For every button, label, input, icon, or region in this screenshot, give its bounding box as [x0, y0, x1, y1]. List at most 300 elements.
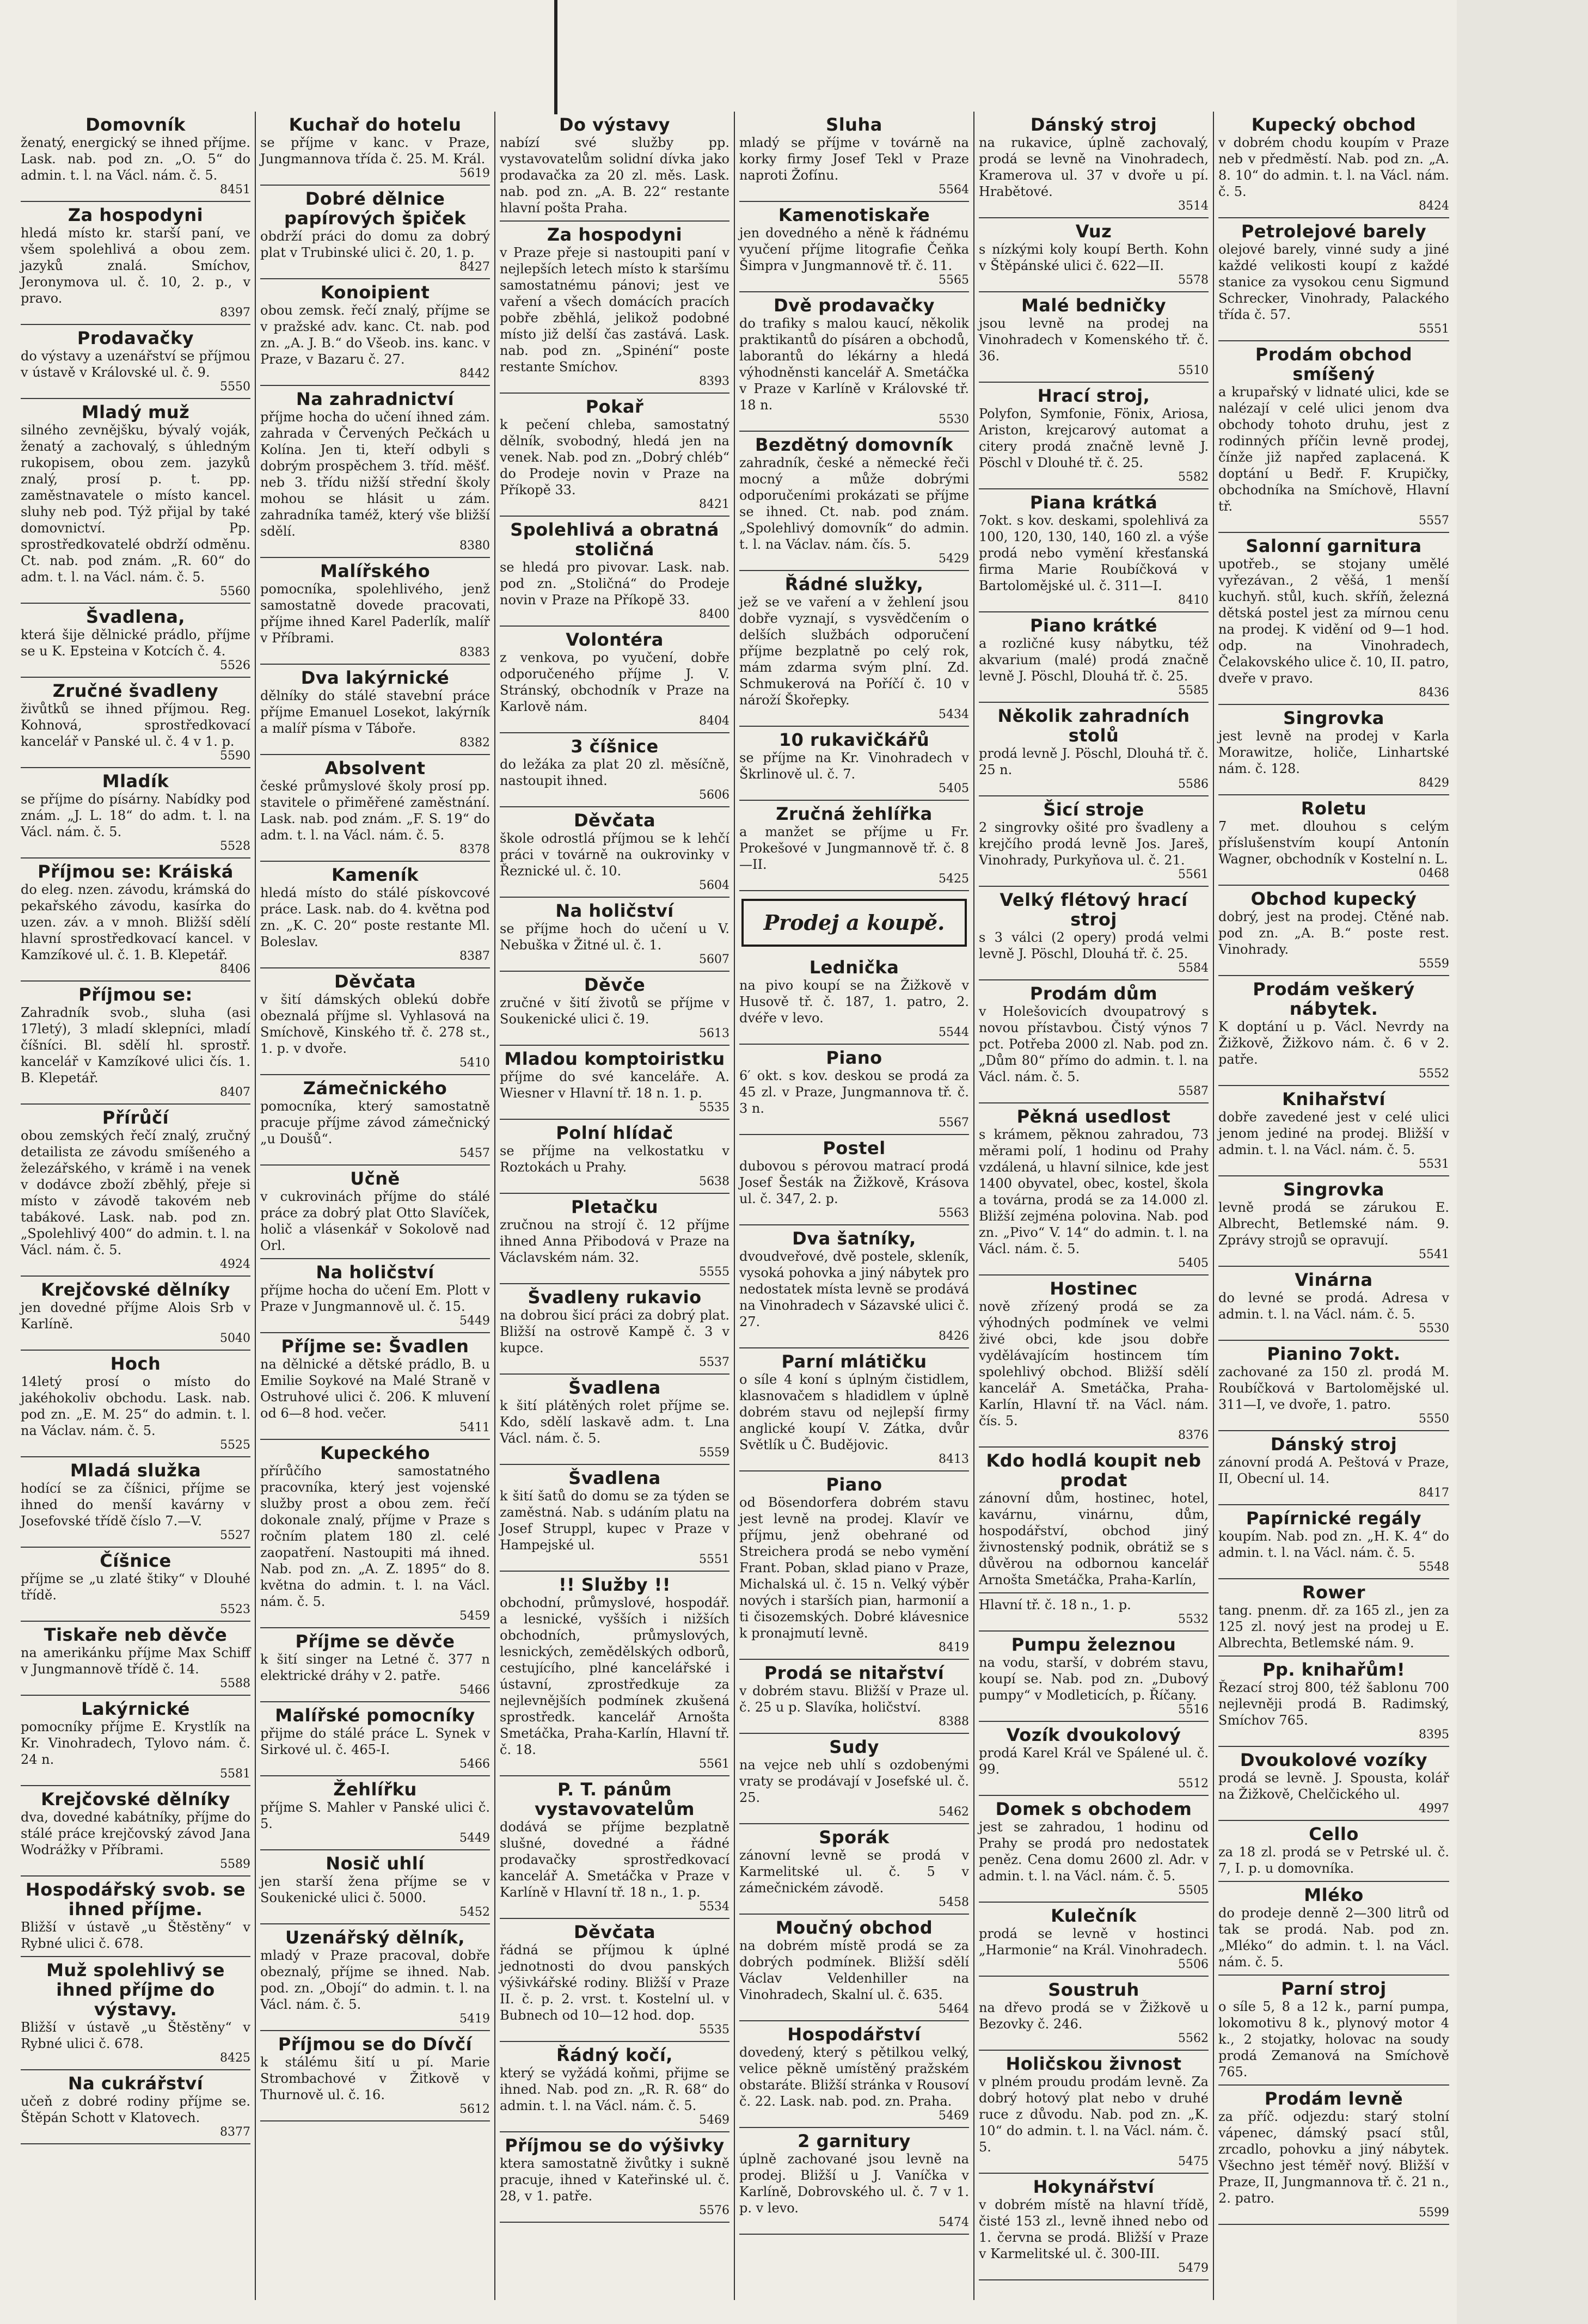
classified-ad	[500, 1375, 729, 1465]
ad-headline: Příjmou se do výšivky	[505, 2135, 725, 2156]
column-1	[16, 112, 256, 2300]
ad-headline: Pianino 7okt.	[1267, 1344, 1401, 1364]
classified-ad	[1218, 533, 1449, 705]
ad-body: pomocníka, spolehlivého, jenž samostatně dovede pracovati, příjme ihned Karel Paderlík, malíř v Příbrami.	[260, 581, 490, 646]
ad-headline: Prodám obchod smíšený	[1255, 344, 1413, 384]
ad-headline: Spolehlivá a obratná stoličná	[510, 519, 719, 560]
ad-headline: Řádný kočí,	[556, 2045, 673, 2065]
ad-body: na vodu, starší, v dobrém stavu, koupí se. Nab. pod zn. „Dubový pumpy“ v Modleticích, p. Říčany.	[979, 1655, 1209, 1703]
ad-headline: Švadlena	[568, 1468, 661, 1488]
ad-headline: Piano krátké	[1030, 615, 1157, 636]
ad-body: silného zevnějšku, bývalý voják, ženatý a zachovalý, s úhledným rukopisem, obou zem. jazyků znalý, prosí p. t. pp. zaměstnavatele o místo kancel. sluhy neb pod. Týž přijal by také domovnictví. Pp. sprostředkovatelé obdrží odměnu. Ct. nab. pod znám. „R. 60“ do adm. t. l. na Václ. nám. č. 5.	[21, 422, 250, 585]
ad-number: 5588	[220, 1677, 250, 1690]
classified-ad	[21, 1457, 250, 1548]
ad-number: 5528	[220, 839, 250, 853]
ad-headline: Piano	[826, 1047, 882, 1068]
ad-body: s krámem, pěknou zahradou, 73 měrami polí, 1 hodinu od Prahy vzdálená, u hlavní silnice, kde jest 1400 obyvatel, obec, kostel, škola a továrna, prodá se za 14.000 zl. Bližší zejména polovina. Nab. pod zn. „Pivo“ V. 14“ do admin. t. l. na Václ. nám. č. 5.	[979, 1127, 1209, 1256]
classified-ad	[500, 1572, 729, 1776]
ad-number: 8380	[459, 539, 490, 553]
ad-number: 8400	[699, 608, 729, 621]
ad-headline: Tiskaře neb děvče	[44, 1624, 228, 1645]
ad-body: prodá se levně v hostinci „Harmonie“ na Král. Vinohradech.	[979, 1926, 1209, 1958]
ad-number: 5462	[939, 1805, 969, 1819]
ad-body: v Holešovicích dvoupatrový s novou přístavbou. Čistý výnos 7 pct. Potřeba 2000 zl. Nab. pod zn. „Dům 80“ přímo do admin. t. l. na Václ. nám. č. 5.	[979, 1004, 1209, 1084]
ad-number: 5530	[939, 413, 969, 426]
ad-number: 5560	[220, 585, 250, 598]
classified-ad	[260, 862, 490, 968]
ad-body: prodá se levně. J. Spousta, kolář na Žižkově, Chelčického ul.	[1218, 1770, 1449, 1802]
ad-number: 5532	[1178, 1612, 1209, 1626]
classified-ad	[1218, 795, 1449, 886]
ad-body: o síle 5, 8 a 12 k., parní pumpa, lokomotivu 8 k., plynový motor 4 k., 2 stojatky, holovac na soudy prodá Zemanová na Smíchově 765.	[1218, 1999, 1449, 2080]
ad-headline: Dva šatníky,	[792, 1228, 916, 1249]
ad-body: k stálému šití u pí. Marie Strombachové v Žitkově v Thurnově ul. č. 16.	[260, 2055, 490, 2102]
classified-ad	[1218, 1176, 1449, 1267]
ad-headline: Malířského	[320, 561, 431, 581]
ad-body: Hlavní tř. č. 18 n., 1. p.	[979, 1597, 1131, 1612]
classified-ad	[21, 1622, 250, 1696]
ad-body: k pečení chleba, samostatný dělník, svobodný, hledá jen na venek. Nab. pod zn. „Dobrý chléb“ do Prodeje novin v Praze na Příkopě 33.	[500, 417, 729, 498]
ad-body: Bližší v ústavě „u Štěstěny“ v Rybné ulici č. 678.	[21, 1920, 250, 1951]
ad-headline: Děvčata	[334, 971, 416, 992]
ad-number: 8413	[939, 1452, 969, 1466]
classified-ad	[260, 1850, 490, 1924]
ad-number: 8376	[1178, 1428, 1209, 1442]
ad-body: učeň z dobré rodiny příjme se. Štěpán Schott v Klatovech.	[21, 2094, 250, 2125]
ad-number: 8406	[220, 962, 250, 976]
ad-body: zachované za 150 zl. prodá M. Roubíčková v Bartolomějské ul. 311—I, ve dvoře, 1. patro.	[1218, 1364, 1449, 1412]
ad-number: 8426	[939, 1329, 969, 1343]
classified-ad	[739, 1225, 969, 1348]
ad-headline: Dobré dělnice papírových špiček	[284, 188, 467, 229]
ad-body: do levné se prodá. Adresa v admin. t. l. na Václ. nám. č. 5.	[1218, 1290, 1449, 1322]
ad-number: 5469	[939, 2109, 969, 2123]
ad-number: 8397	[220, 306, 250, 320]
ad-number: 8410	[1178, 593, 1209, 607]
ad-body: živůtků se ihned příjmou. Reg. Kohnová, sprostředkovací kancelář v Panské ul. č. 4 v 1. p.	[21, 701, 250, 749]
classified-ad	[260, 112, 490, 186]
ad-headline: Malířské pomocníky	[275, 1705, 475, 1726]
ad-number: 5449	[459, 1831, 490, 1845]
classified-ad	[1218, 218, 1449, 341]
ad-body: prodá levně J. Pöschl, Dlouhá tř. č. 25 n.	[979, 746, 1209, 777]
classified-ad	[1218, 112, 1449, 218]
ad-number: 5527	[220, 1529, 250, 1542]
ad-number: 5613	[699, 1027, 729, 1040]
ad-headline: Děvče	[584, 974, 646, 995]
ad-headline: Švadlena	[568, 1377, 661, 1398]
ad-body: který se vyžádá koňmi, přijme se ihned. Nab. pod zn. „R. R. 68“ do admin. t. l. na Václ. nám. č. 5.	[500, 2065, 729, 2113]
ad-body: olejové barely, vinné sudy a jiné každé velikosti koupí z každé stanice za vysokou cenu Sigmund Schrecker, Vinohrady, Palackého třída č. 57.	[1218, 242, 1449, 322]
classified-ad	[21, 202, 250, 325]
classified-ad	[739, 1135, 969, 1225]
ad-headline: Rower	[1302, 1582, 1366, 1603]
ad-body: hledá místo do stálé pískovcové práce. Lask. nab. do 4. května pod zn. „K. C. 20“ poste restante Ml. Boleslav.	[260, 885, 490, 949]
ad-number: 3514	[1178, 199, 1209, 213]
classified-ad	[739, 1471, 969, 1660]
ad-body: na dobrém místě prodá se za dobrých podmínek. Bližší sdělí Václav Veldenhiller na Vinohradech, Skalní ul. č. 635.	[739, 1938, 969, 2002]
ad-body: do výstavy a uzenářství se příjmou v ústavě v Královské ul. č. 9.	[21, 348, 250, 380]
ad-headline: Kulečník	[1051, 1905, 1137, 1926]
classified-ad	[21, 1277, 250, 1351]
classified-ad	[21, 859, 250, 982]
ad-body: s 3 válci (2 opery) prodá velmi levně J. Pöschl, Dlouhá tř. č. 25.	[979, 930, 1209, 961]
ad-number: 8395	[1419, 1728, 1449, 1742]
ad-headline: Konoipient	[320, 282, 430, 303]
ad-body: ktera samostatně živůtky i sukně pracuje, ihned v Kateřinské ul. č. 28, v 1. patře.	[500, 2156, 729, 2204]
ad-body: na dobrou šicí práci za dobrý plat. Bližší na ostrově Kampě č. 3 v kupce.	[500, 1308, 729, 1356]
ad-headline: Absolvent	[324, 758, 426, 778]
ad-headline: Singrovka	[1283, 1179, 1384, 1200]
ad-number: 8417	[1419, 1486, 1449, 1500]
ad-body: dovedený, který s pětilkou velký, velice pěkně umístěný pražském obstaráte. Bližší stránka v Rousoví č. 22. Lask. nab. pod. zn. Praha.	[739, 2045, 969, 2109]
column-5	[974, 112, 1214, 2300]
ad-headline: Šicí stroje	[1043, 799, 1144, 820]
classified-ad	[500, 394, 729, 517]
classified-ad	[260, 558, 490, 665]
ad-number: 8377	[220, 2125, 250, 2139]
classified-ad	[21, 1548, 250, 1622]
classified-ad	[1218, 1821, 1449, 1882]
classified-ad	[739, 571, 969, 727]
ad-number: 5479	[1178, 2261, 1209, 2275]
ad-headline: Malé bedničky	[1021, 295, 1167, 316]
classified-ad	[260, 186, 490, 279]
ad-number: 5405	[1178, 1256, 1209, 1270]
ad-number: 5541	[1419, 1248, 1449, 1261]
ad-body: na rukavice, úplně zachovalý, prodá se levně na Vinohradech, Kramerova ul. 37 v dvoře u pí. Hrabětové.	[979, 135, 1209, 199]
ad-number: 5548	[1419, 1560, 1449, 1574]
ad-headline: Dvě prodavačky	[774, 295, 935, 316]
classified-ads-page	[16, 112, 1454, 2305]
ad-body: pomocníky příjme E. Krystlík na Kr. Vinohradech, Tylovo nám. č. 24 n.	[21, 1719, 250, 1767]
ad-headline: Krejčovské dělníky	[41, 1279, 230, 1300]
classified-ad	[21, 982, 250, 1105]
ad-body: a rozličné kusy nábytku, též akvarium (malé) prodá značně levně J. Pöschl, Dlouhá tř. č. 25.	[979, 636, 1209, 684]
ad-number: 5452	[459, 1905, 490, 1919]
ad-number: 5458	[939, 1896, 969, 1909]
ad-number: 5425	[939, 872, 969, 886]
ad-number: 5612	[459, 2102, 490, 2116]
ad-headline: !! Služby !!	[559, 1574, 671, 1595]
ad-headline: 2 garnitury	[798, 2131, 911, 2151]
ad-number: 5557	[1419, 514, 1449, 528]
ad-number: 5040	[220, 1332, 250, 1345]
ad-body: se hledá pro pivovar. Lask. nab. pod zn. „Stoličná“ do Prodeje novin v Praze na Příkopě 33.	[500, 560, 729, 608]
ad-body: pomocníka, který samostatně pracuje příjme závod zámečnický „u Doušů“.	[260, 1099, 490, 1146]
classified-ad	[739, 432, 969, 571]
ad-headline: Lednička	[809, 957, 899, 978]
ad-body: ženatý, energický se ihned příjme. Lask. nab. pod zn. „O. 5“ do admin. t. l. na Václ. nám. č. 5.	[21, 135, 250, 183]
ad-headline: Bezdětný domovník	[755, 434, 953, 455]
ad-number: 5587	[1178, 1084, 1209, 1098]
classified-ad	[500, 627, 729, 733]
ad-headline: Několik zahradních stolů	[997, 706, 1190, 746]
ad-number: 5585	[1178, 684, 1209, 697]
ad-number: 5561	[1178, 868, 1209, 881]
ad-body: 6′ okt. s kov. deskou se prodá za 45 zl. v Praze, Jungmannova tř. č. 3 n.	[739, 1068, 969, 1116]
ad-number: 5581	[220, 1767, 250, 1781]
ad-body: v dobrém stavu. Bližší v Praze ul. č. 25 u p. Slavíka, holičství.	[739, 1683, 969, 1715]
classified-ad	[260, 755, 490, 862]
ad-headline: Piano	[826, 1474, 882, 1495]
ad-number: 5405	[939, 782, 969, 795]
ad-number: 5411	[459, 1421, 490, 1434]
ad-body: na vejce neb uhlí s ozdobenými vraty se prodávají v Josefské ul. č. 25.	[739, 1757, 969, 1805]
ad-body: v Praze přeje si nastoupiti paní v nejlepších letech místo k staršímu samostatnému pánovi; jest ve vaření a všech domácích pracích pobře zběhlá, jelikož podobné místo již delší čas zastává. Lask. nab. pod zn. „Spinéní“ poste restante Smíchov.	[500, 245, 729, 375]
ad-headline: Domek s obchodem	[995, 1799, 1192, 1819]
ad-headline: Nosič uhlí	[326, 1853, 425, 1874]
ad-body: 2 singrovky ošité pro švadleny a krejčího prodá levně Jos. Jareš, Vinohrady, Purkyňova ul. č. 21.	[979, 820, 1209, 868]
classified-ad	[21, 1351, 250, 1457]
ad-headline: Moučný obchod	[775, 1917, 933, 1938]
ad-body: v plném proudu prodám levně. Za dobrý hotový plat nebo v druhé ruce z důvodu. Nab. pod zn. „K. 10“ do admin. t. l. na Václ. nám. č. 5.	[979, 2074, 1209, 2155]
ad-number: 5410	[459, 1056, 490, 1070]
classified-ad	[979, 489, 1209, 612]
ad-number: 5590	[220, 749, 250, 763]
ad-number: 8393	[699, 375, 729, 388]
classified-ad	[500, 807, 729, 898]
ad-number: 8387	[459, 949, 490, 963]
ad-headline: Petrolejové barely	[1241, 221, 1427, 242]
ad-headline: Žehlířku	[333, 1779, 417, 1800]
ad-headline: Příjmou se: Kráiská	[38, 861, 234, 882]
ad-body: jen starší žena příjme se v Soukenické ulici č. 5000.	[260, 1874, 490, 1905]
ad-body: Zahradník svob., sluha (asi 17letý), 3 mladí sklepníci, mladí číšníci. Bl. sdělí hl. sprostř. kancelář v Kamzíkové ulici čís. 1. B. Klepetář.	[21, 1005, 250, 1086]
ad-body: jež se ve vaření a v žehlení jsou dobře vyznají, s vysvědčením o delších službách odporučení příjme bezplatně po celý rok, mám zdarma svým plní. Zd. Schmukerová na Poříčí č. 10 v nároží Škořepky.	[739, 594, 969, 708]
ad-body: o síle 4 koní s úplným čistidlem, klasnovačem s hladidlem v úplně dobrém stavu od nejlepší firmy anglické koupí V. Zátka, dvůr Světlík u Č. Budějovic.	[739, 1372, 969, 1452]
ad-number: 5578	[1178, 273, 1209, 287]
ad-number: 8424	[1419, 199, 1449, 213]
ad-headline: Číšnice	[100, 1550, 171, 1571]
classified-ad	[979, 1448, 1209, 1593]
ad-number: 5565	[939, 273, 969, 287]
ad-body: na dělnické a dětské prádlo, B. u Emilie Soykové na Malé Straně v Ostruhové ulici č. 206. K mluvení od 6—8 hod. večer.	[260, 1357, 490, 1421]
ad-number: 5552	[1419, 1067, 1449, 1081]
ad-number: 5567	[939, 1116, 969, 1130]
ad-body: v dobrém chodu koupím v Praze neb v předměstí. Nab. pod zn. „A. 8. 10“ do admin. t. l. na Václ. nám. č. 5.	[1218, 135, 1449, 199]
classified-ad	[1218, 1976, 1449, 2086]
section-heading-box: Prodej a koupě.	[741, 899, 967, 947]
ad-number: 5449	[459, 1314, 490, 1328]
ad-headline: Za hospodyni	[547, 224, 683, 245]
classified-ad	[1218, 341, 1449, 533]
ad-headline: Kamenotiskaře	[778, 205, 930, 225]
ad-headline: Krejčovské dělníky	[41, 1789, 230, 1810]
classified-ad	[21, 112, 250, 202]
ad-headline: Mladý muž	[81, 402, 190, 422]
classified-ad	[979, 1593, 1209, 1632]
ad-headline: Příjmou se:	[78, 984, 193, 1005]
ad-body: Řezací stroj 800, též šablonu 700 nejlevněji prodá B. Radimský, Smíchov 765.	[1218, 1680, 1449, 1728]
ad-headline: Holičskou živnost	[1005, 2053, 1182, 2074]
ad-headline: Vinárna	[1295, 1270, 1373, 1290]
classified-ad	[500, 1046, 729, 1120]
classified-ad	[1218, 2086, 1449, 2225]
ad-headline: Hospodářství	[787, 2024, 921, 2045]
ad-headline: Velký flétový hrací stroj	[1000, 890, 1188, 930]
ad-body: jen dovedné příjme Alois Srb v Karlíně.	[21, 1300, 250, 1332]
ad-body: jsou levně na prodej na Vinohradech v Komenského tř. č. 36.	[979, 316, 1209, 364]
classified-ad	[500, 1776, 729, 1919]
classified-ad	[739, 801, 969, 891]
ad-headline: Kupeckého	[320, 1443, 430, 1463]
ad-headline: Roletu	[1301, 798, 1367, 819]
ad-number: 5531	[1419, 1157, 1449, 1171]
ad-headline: Kuchař do hotelu	[289, 114, 462, 135]
classified-ad	[739, 2021, 969, 2128]
classified-ad	[979, 1796, 1209, 1903]
classified-ad	[979, 1722, 1209, 1796]
ad-headline: Učně	[350, 1168, 400, 1189]
ad-body: jest levně na prodej v Karla Morawitze, holiče, Linhartské nám. č. 128.	[1218, 728, 1449, 776]
ad-number: 5434	[939, 708, 969, 721]
ad-body: příjme S. Mahler v Panské ulici č. 5.	[260, 1800, 490, 1831]
ad-headline: Do výstavy	[559, 114, 671, 135]
classified-ad	[979, 1276, 1209, 1448]
ad-number: 5604	[699, 879, 729, 892]
classified-ad	[500, 2042, 729, 2132]
ad-headline: Děvčata	[573, 810, 656, 831]
ad-body: zánovní levně se prodá v Karmelitské ul. č. 5 v zámečnickém závodě.	[739, 1848, 969, 1896]
ad-headline: Na cukrářství	[68, 2073, 204, 2094]
ad-headline: Příjme se: Švadlen	[281, 1336, 469, 1357]
ad-headline: Lakýrnické	[81, 1698, 190, 1719]
ad-body: do eleg. nzen. závodu, krámská do pekařského závodu, kasírka do uzen. záv. a v mnoh. Bližší sdělí hlavní sprostředkovací kancel. v Kamzíkové ul. č. 1. B. Klepetář.	[21, 882, 250, 962]
ad-body: příjme hocha do učení ihned zám. zahrada v Červených Pečkách u Kolína. Jen ti, kteří odbyli s dobrým prospěchem 3. tříd. měšť. neb 3. třídu nižší střední školy mohou se hlásit u zám. zahradníka taméž, který vše bližší sdělí.	[260, 409, 490, 539]
ad-number: 8451	[220, 183, 250, 197]
ad-headline: Mladá služka	[70, 1460, 201, 1481]
ad-body: v cukrovinách příjme do stálé práce za dobrý plat Otto Slavíček, holič a vlásenkář v Sokolově nad Orl.	[260, 1189, 490, 1253]
column-3	[495, 112, 735, 2300]
ad-number: 4997	[1419, 1802, 1449, 1816]
ad-number: 5582	[1178, 470, 1209, 484]
ad-headline: Pp. knihařům!	[1262, 1659, 1406, 1680]
ad-body: se příjme hoch do učení u V. Nebuška v Žitné ul. č. 1.	[500, 921, 729, 953]
ad-body: na dřevo prodá se v Žižkově u Bezovky č. 246.	[979, 2000, 1209, 2032]
classified-ad	[260, 1075, 490, 1166]
classified-ad	[739, 1915, 969, 2021]
ad-headline: Zručná žehlířka	[776, 804, 933, 824]
ad-number: 5459	[459, 1609, 490, 1623]
ad-body: na amerikánku příjme Max Schiff v Jungmannově třídě č. 14.	[21, 1645, 250, 1677]
ad-number: 5550	[220, 380, 250, 394]
ad-body: dvoudveřové, dvě postele, skleník, vysoká pohovka a jiný nábytek pro nedostatek místa levně se prodává na Vinohradech v Sázavské ulici č. 27.	[739, 1249, 969, 1329]
classified-ad	[739, 202, 969, 292]
classified-ad	[260, 2031, 490, 2121]
ad-body: jest se zahradou, 1 hodinu od Prahy se prodá pro nedostatek peněz. Cena domu 2600 zl. Adr. v admin. t. l. na Václ. nám. č. 5.	[979, 1819, 1209, 1884]
ad-headline: Dvoukolové vozíky	[1240, 1750, 1428, 1770]
classified-ad	[260, 1166, 490, 1259]
classified-ad	[979, 703, 1209, 796]
classified-ad	[979, 292, 1209, 383]
column-6	[1214, 112, 1454, 2300]
classified-ad	[500, 1120, 729, 1194]
classified-ad	[500, 222, 729, 394]
classified-ad	[500, 898, 729, 972]
ad-body: škole odrostlá příjmou se k lehčí práci v továrně na oukrovinky v Řeznické ul. č. 10.	[500, 831, 729, 879]
ad-headline: Prodám dům	[1029, 983, 1158, 1004]
ad-body: s nízkými koly koupí Berth. Kohn v Štěpánské ulici č. 622—II.	[979, 242, 1209, 273]
classified-ad	[260, 1259, 490, 1333]
classified-ad	[979, 1903, 1209, 1977]
ad-headline: Přírůčí	[102, 1107, 169, 1128]
ad-number: 5466	[459, 1757, 490, 1771]
ad-body: do trafiky s malou kaucí, několik praktikantů do písáren a obchodů, laborantů do lékárny a hledá výhodněnsti kancelář A. Smetáčka v Praze v Karlíně v Královské tř. 18 n.	[739, 316, 969, 413]
classified-ad	[1218, 1882, 1449, 1976]
classified-ad	[260, 1333, 490, 1440]
classified-ad	[1218, 976, 1449, 1086]
ad-headline: Švadlena,	[85, 606, 186, 627]
ad-body: hodící se za číšnici, příjme se ihned do menší kavárny v Josefovské třídě číslo 7.—V.	[21, 1481, 250, 1529]
ad-number: 5607	[699, 953, 729, 966]
classified-ad	[1218, 1657, 1449, 1747]
ad-body: obchodní, průmyslové, hospodář. a lesnické, vyšších i nižších obchodních, průmyslových, lesnických, zemědělských odborů, cestujícího, plné kancelářské i ústavní, zprostředkuje za nejlevnějších podmínek zkušená sprostředk. kancelář Arnošta Smetáčka, Praha-Karlín, Hlavní tř. č. 18.	[500, 1595, 729, 1757]
ad-number: 8383	[459, 646, 490, 659]
ad-number: 5469	[699, 2113, 729, 2127]
ad-number: 5523	[220, 1603, 250, 1616]
classified-ad	[979, 218, 1209, 292]
ad-headline: 10 rukavičkářů	[778, 729, 930, 750]
ad-headline: Na holičství	[555, 900, 674, 921]
ad-headline: Na holičství	[316, 1262, 434, 1283]
classified-ad	[739, 292, 969, 432]
classified-ad	[21, 1696, 250, 1786]
ad-body: z venkova, po vyučení, dobře odporučeného příjme J. V. Stránský, obchodník v Praze na Karlově nám.	[500, 650, 729, 714]
ad-body: přírůčího samostatného pracovníka, který jest vojenské služby prost a obou zem. řečí dokonale znalý, příjme v Praze s ročním platem 180 zl. celé zaopatření. Nastoupiti má ihned. Nab. pod zn. „A. Z. 1895“ do 8. května do admin. t. l. na Václ. nám. č. 5.	[260, 1463, 490, 1609]
classified-ad	[260, 1702, 490, 1776]
ad-body: se příjme na velkostatku v Roztokách u Prahy.	[500, 1143, 729, 1175]
ad-headline: P. T. pánům vystavovatelům	[534, 1779, 695, 1819]
ad-headline: Řádné služky,	[784, 574, 924, 594]
ad-number: 0468	[1419, 867, 1449, 880]
ad-headline: Singrovka	[1283, 708, 1384, 728]
ad-number: 5475	[1178, 2155, 1209, 2168]
ad-headline: Sudy	[829, 1737, 879, 1757]
classified-ad	[21, 1877, 250, 1957]
ad-headline: Příjme se děvče	[295, 1631, 455, 1652]
ad-body: levně prodá se zárukou E. Albrecht, Betlemské nám. 9. Zprávy strojů se opravují.	[1218, 1200, 1449, 1248]
ad-number: 5530	[1419, 1322, 1449, 1335]
ad-number: 8388	[939, 1715, 969, 1728]
classified-ad	[21, 1957, 250, 2070]
ad-body: Polyfon, Symfonie, Fönix, Ariosa, Ariston, krejcarový automat a citery prodá značně levně J. Pöschl v Dlouhé tř. č. 25.	[979, 406, 1209, 470]
ad-body: 7okt. s kov. deskami, spolehlivá za 100, 120, 130, 140, 160 zl. a výše prodá nebo vymění křesťanská firma Marie Roubíčková v Bartolomějské ul. č. 311—I.	[979, 513, 1209, 593]
classified-ad	[979, 1632, 1209, 1722]
ad-number: 5419	[459, 2012, 490, 2026]
ad-body: na pivo koupí se na Žižkově v Husově tř. č. 187, 1. patro, 2. dvéře v levo.	[739, 978, 969, 1026]
ad-number: 5429	[939, 552, 969, 566]
ad-number: 5589	[220, 1857, 250, 1871]
ad-number: 8442	[459, 367, 490, 381]
classified-ad	[260, 968, 490, 1075]
ad-number: 8378	[459, 843, 490, 856]
ad-number: 5638	[699, 1175, 729, 1188]
ad-body: obdrží práci do domu za dobrý plat v Trubinské ulici č. 20, 1. p.	[260, 229, 490, 260]
ad-headline: Volontéra	[566, 629, 664, 650]
ad-headline: Pumpu železnou	[1011, 1634, 1176, 1655]
ad-headline: Mléko	[1304, 1885, 1364, 1905]
ad-body: dobře zavedené jest v celé ulici jenom jediné na prodej. Bližší v admin. t. l. na Václ. nám. č. 5.	[1218, 1109, 1449, 1157]
ad-number: 5544	[939, 1026, 969, 1039]
ad-number: 5562	[1178, 2032, 1209, 2045]
ad-body: příjme do své kanceláře. A. Wiesner v Hlavní tř. 18 n. 1. p.	[500, 1069, 729, 1101]
classified-ad	[739, 1660, 969, 1734]
ad-headline: Hrací stroj,	[1037, 385, 1150, 406]
classified-ad	[1218, 705, 1449, 795]
ad-number: 8404	[699, 714, 729, 728]
ad-headline: Děvčata	[573, 1922, 656, 1942]
